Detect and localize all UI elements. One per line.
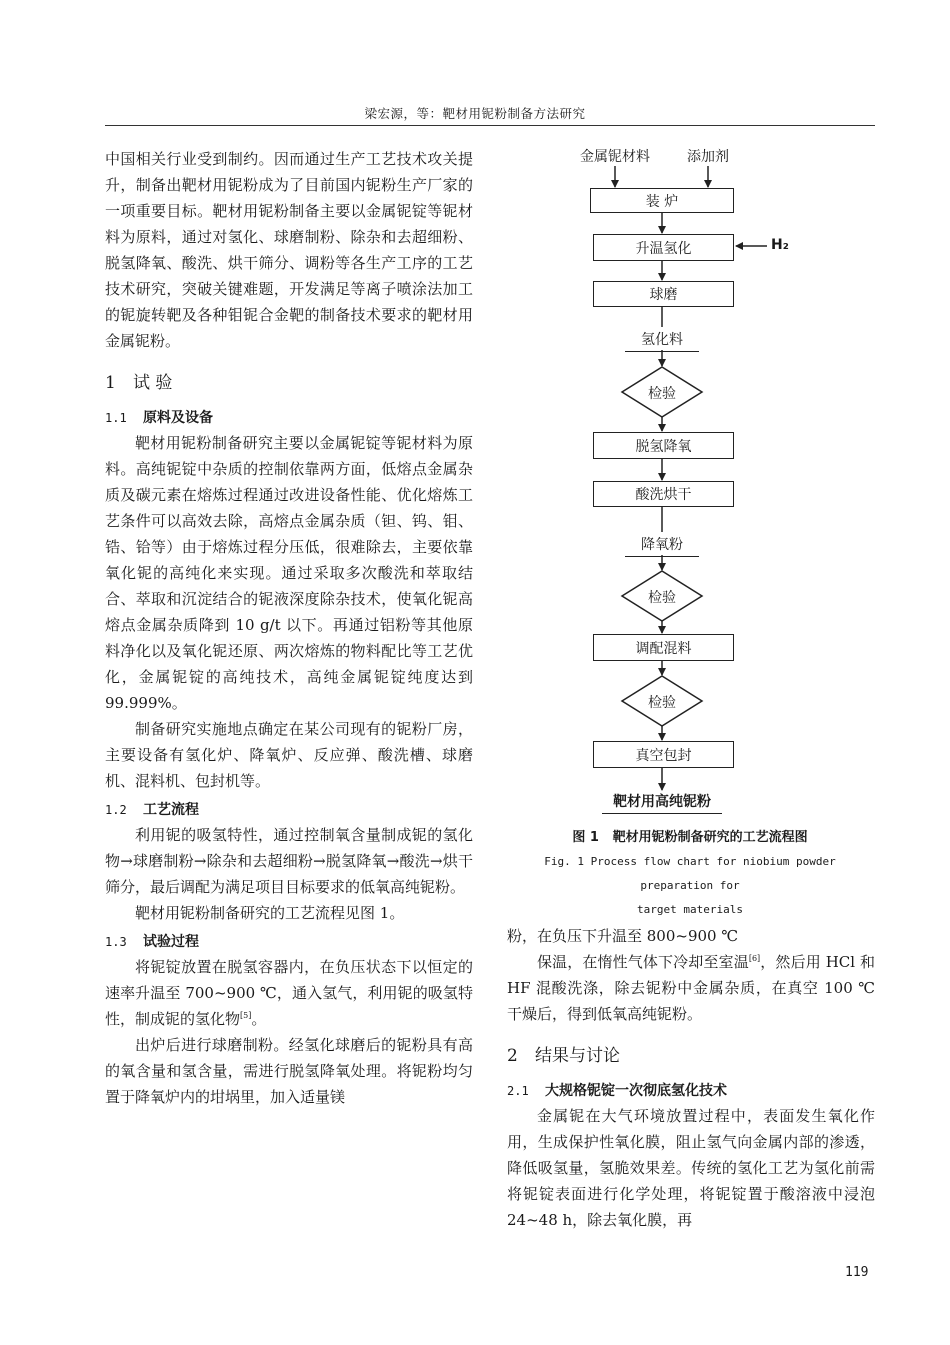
right-column	[507, 923, 875, 1233]
flow-input-additive: 添加剂	[687, 149, 729, 165]
subsection-number: 2.1	[507, 1084, 529, 1098]
flow-check-3: 检验	[648, 695, 676, 711]
running-head: 梁宏源，等：靶材用铌粉制备方法研究	[364, 106, 586, 121]
flow-check-1: 检验	[648, 386, 676, 402]
subsection-1-2-heading	[105, 798, 473, 822]
paragraph-equipment: 制备研究实施地点确定在某公司现有的铌粉厂房，主要设备有氢化炉、降氧炉、反应弹、酸洗槽、球磨机、混料机、包封机等。	[105, 720, 473, 790]
section-number: 2	[507, 1046, 518, 1066]
flow-output-deoxidized: 降氧粉	[625, 534, 699, 557]
paragraph-text: 保温，在惰性气体下冷却至室温	[537, 953, 749, 971]
flow-step-vacuum-seal: 真空包封	[593, 741, 734, 768]
flow-check-2: 检验	[648, 590, 676, 606]
paragraph-ballmill: 出炉后进行球磨制粉。经氢化球磨后的铌粉具有高的氧含量和氢含量，需进行脱氢降氧处理。将铌粉均匀置于降氧炉内的坩埚里，加入适量镁	[105, 1036, 473, 1106]
subsection-title: 大规格铌锭一次彻底氢化技术	[545, 1083, 727, 1099]
subsection-title: 试验过程	[143, 934, 199, 950]
flow-step-acid-wash: 酸洗烘干	[593, 481, 734, 507]
flow-final-product: 靶材用高纯铌粉	[602, 791, 722, 814]
flow-input-niobium: 金属铌材料	[580, 149, 650, 165]
paragraph-process: 利用铌的吸氢特性，通过控制氧含量制成铌的氢化物→球磨制粉→除杂和去超细粉→脱氢降氧→酸洗→烘干筛分，最后调配为满足项目目标要求的低氧高纯铌粉。	[105, 826, 473, 896]
flow-h2-label: H₂	[771, 237, 789, 253]
subsection-2-1-heading	[507, 1079, 875, 1103]
left-column	[105, 146, 473, 1110]
subsection-1-1-heading	[105, 406, 473, 430]
figure-number: 图 1	[572, 830, 599, 845]
subsection-title: 工艺流程	[143, 802, 199, 818]
paragraph-cooling	[507, 949, 875, 1027]
figure-caption-english	[505, 850, 875, 922]
flow-step-load-furnace: 装 炉	[590, 188, 734, 213]
paragraph-text: ，然后用 HCl 和 HF 混酸洗涤，除去铌粉中金属杂质，在真空 100 ℃干燥后，得到低氧高纯铌粉。	[507, 953, 875, 1023]
paragraph-hydriding	[105, 954, 473, 1032]
paragraph-hydriding-technique: 金属铌在大气环境放置过程中，表面发生氧化作用，生成保护性氧化膜，阻止氢气向金属内部的渗透，降低吸氢量，氢脆效果差。传统的氢化工艺为氢化前需将铌锭表面进行化学处理，将铌锭置于酸溶液中浸泡 24~48 h，除去氧化膜，再	[507, 1107, 875, 1229]
flow-output-hydride: 氢化料	[625, 329, 699, 352]
figure-title: 靶材用铌粉制备研究的工艺流程图	[612, 830, 808, 845]
section-title: 结果与讨论	[535, 1046, 620, 1066]
section-number: 1	[105, 373, 116, 393]
citation-5: [5]	[240, 1011, 252, 1020]
subsection-title: 原料及设备	[143, 410, 213, 426]
caption-line-1: Fig. 1 Process flow chart for niobium powder preparation for	[544, 855, 836, 892]
paragraph-text: 。	[251, 1010, 267, 1028]
subsection-number: 1.1	[105, 411, 127, 425]
intro-paragraph: 中国相关行业受到制约。因而通过生产工艺技术攻关提升，制备出靶材用铌粉成为了目前国内铌粉生产厂家的一项重要目标。靶材用铌粉制备主要以金属铌锭等铌材料为原料，通过对氢化、球磨制粉、除杂和去超细粉、脱氢降氧、酸洗、烘干筛分、调粉等各生产工序的工艺技术研究，突破关键难题，开发满足等离子喷涂法加工的铌旋转靶及各种钼铌合金靶的制备技术要求的靶材用金属铌粉。	[105, 150, 473, 350]
flow-step-ballmill: 球磨	[593, 281, 734, 307]
paragraph-continued: 粉，在负压下升温至 800~900 ℃	[507, 927, 739, 945]
process-flowchart	[505, 140, 875, 820]
paragraph-text: 将铌锭放置在脱氢容器内，在负压状态下以恒定的速率升温至 700~900 ℃，通入氢气，利用铌的吸氢特性，制成铌的氢化物	[105, 958, 473, 1028]
subsection-number: 1.3	[105, 935, 127, 949]
figure-caption-chinese	[505, 826, 875, 845]
paragraph-figure-ref: 靶材用铌粉制备研究的工艺流程见图 1。	[135, 904, 405, 922]
page-number: 119	[845, 1265, 869, 1280]
flow-step-blending: 调配混料	[593, 634, 734, 661]
section-2-heading	[507, 1043, 875, 1069]
flow-step-hydriding: 升温氢化	[593, 234, 734, 261]
section-1-heading	[105, 370, 473, 396]
subsection-number: 1.2	[105, 803, 127, 817]
section-title: 试 验	[133, 373, 173, 393]
subsection-1-3-heading	[105, 930, 473, 954]
caption-line-2: target materials	[637, 903, 743, 916]
header-rule	[105, 125, 875, 126]
paragraph-materials: 靶材用铌粉制备研究主要以金属铌锭等铌材料为原料。高纯铌锭中杂质的控制依靠两方面，低熔点金属杂质及碳元素在熔炼过程通过改进设备性能、优化熔炼工艺条件可以高效去除，高熔点金属杂质（钽、钨、钼、锆、铪等）由于熔炼过程分压低，很难除去，主要依靠氧化铌的高纯化来实现。通过采取多次酸洗和萃取结合、萃取和沉淀结合的铌液深度除杂技术，使氧化铌高熔点金属杂质降到 10 g/t 以下。再通过铝粉等其他原料净化以及氧化铌还原、两次熔炼的物料配比等工艺优化，金属铌锭的高纯技术，高纯金属铌锭纯度达到 99.999%。	[105, 434, 473, 712]
citation-6: [6]	[748, 954, 761, 963]
flow-step-dehydrogenation: 脱氢降氧	[593, 432, 734, 459]
